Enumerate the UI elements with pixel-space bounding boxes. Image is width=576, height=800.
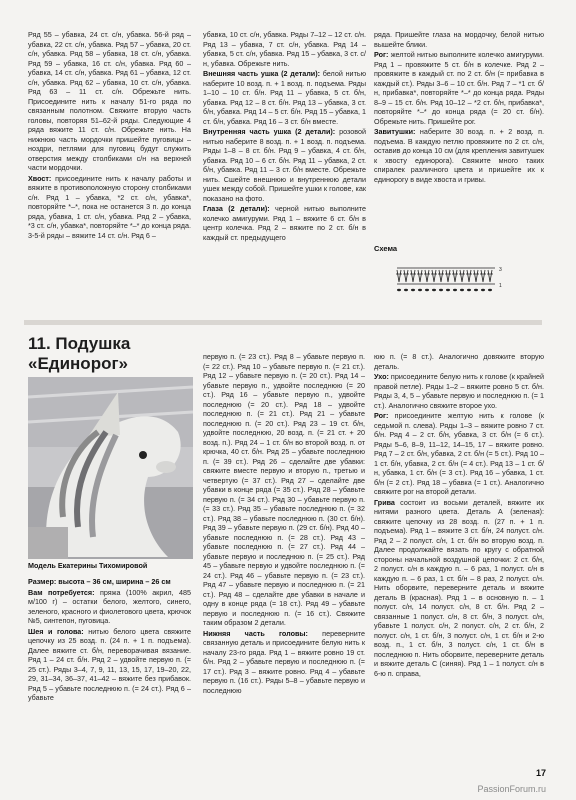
section-title: 11. Подушка «Единорог» <box>28 334 131 373</box>
paragraph <box>203 127 366 203</box>
paragraph <box>203 204 366 242</box>
stitch-symbol <box>424 270 430 282</box>
unicorn-pillow-image <box>28 377 193 559</box>
top-column-3 <box>374 30 544 185</box>
photo-caption: Модель Екатерины Тихомировой <box>28 561 148 570</box>
stitch-symbol <box>417 270 423 282</box>
heading-mane: Грива <box>374 497 395 507</box>
paragraph: ряда. Пришейте глаза на мордочку, белой нитью вышейте блики. <box>374 30 544 49</box>
paragraph <box>203 69 366 126</box>
stitch-symbol <box>466 270 472 282</box>
chain-symbol <box>481 289 485 291</box>
paragraph <box>374 498 544 679</box>
chain-symbol <box>439 289 443 291</box>
paragraph-text: присоедините белую нить к голове (к крайней правой петле). Ряды 1–2 – вяжите ровно 5 ст. б/н. Ряды 3, 4, 5 – убавьте первую и последнюю п. (= 1 ст.). Аналогично свяжите второе ухо. <box>374 372 544 410</box>
paragraph-text: переверните связанную деталь и присоедините белую нить к началу 23-го ряда. Ряд 1 – вяжите ровно 19 ст. б/н. Ряд 2 – убавьте первую и последнюю п. (= 17 ст.). Ряд 3 – вяжите ровно. Ряд 4 – убавьте первую п. (16 ст.). Ряды 5–8 – убавьте первую и последнюю <box>203 628 365 695</box>
bottom-column-1 <box>28 577 191 704</box>
paragraph <box>203 629 365 696</box>
paragraph-text: белой нитью наберите 10 возд. п. + 1 возд. п. подъема. Ряды 1–10 – 10 ст. б/н. Ряд 11 – убавка, 5 ст. б/н, убавка. Ряд 12 – 8 ст. б/н. Ряд 13 – убавка, 3 ст. б/н, убавка. Ряд 14 – 5 ст. б/н. Ряд 15 – убавка, 1 ст. б/н, убавка. Ряд 16 – 3 ст. б/н вместе. <box>203 69 366 126</box>
chain-symbol <box>474 289 478 291</box>
paragraph-text: желтой нитью выполните колечко амигуруми. Ряд 1 – провяжите 5 ст. б/н в колечке. Ряд 2 – провяжите в каждый ст. по 2 ст. б/н (= прибавка в каждый ст.). Ряды 3–6 – 10 ст. б/н. Ряд 7 – *1 ст. б/н, прибавка*, повторяйте *–* до конца ряда. Ряды 8–9 – 15 ст. б/н. Ряд 10–12 – *2 ст. б/н, прибавка*, повторяйте *–* до конца ряда (= 20 ст. б/н). Обрежьте нить. Пришейте рог. <box>374 50 544 126</box>
paragraph <box>374 411 544 497</box>
chain-symbol <box>432 289 436 291</box>
stitch-symbol <box>438 270 444 282</box>
paragraph <box>374 372 544 410</box>
paragraph-text: черной нитью выполните колечко амигуруми. Ряд 1 – вяжите 6 ст. б/н в центр колечка. Ряд 2 – вяжите по 2 ст. б/н в каждый ст. предыдущего <box>203 204 366 242</box>
paragraph-text: пряжа (100% акрил, 485 м/100 г) – остатки белого, желтого, синего, зеленого, красного и фиолетового цвета, крючок №5, синтепон, пуговица. <box>28 587 191 625</box>
heading-neck-head: Шея и голова: <box>28 626 84 636</box>
chain-symbol <box>411 289 415 291</box>
paragraph <box>374 127 544 184</box>
paragraph-text: наберите 30 возд. п. + 2 возд. п. подъема. В каждую петлю провяжите по 2 ст. с/н, оставив до конца 10 см (для крепления завитушек к хвосту единорога). Свяжите много таких спиралек различного цвета и пришейте их к единорогу в виде хвоста и гривы. <box>374 127 544 184</box>
chain-symbol <box>425 289 429 291</box>
pillow-photo <box>28 377 193 559</box>
heading-lower-head: Нижняя часть головы: <box>203 628 308 638</box>
paragraph <box>28 588 191 626</box>
stitch-symbol <box>480 270 486 282</box>
heading-materials: Вам потребуется: <box>28 587 95 597</box>
paragraph: убавка, 10 ст. с/н, убавка. Ряды 7–12 – 12 ст. с/н. Ряд 13 – убавка, 7 ст. с/н, убавка. Ряд 14 – убавка, 5 ст. с/н, убавка. Ряд 15 – убавка, 3 ст. с/н, убавка. Обрежьте нить. <box>203 30 366 68</box>
chain-symbol <box>488 289 492 291</box>
paragraph-text: нитью белого цвета свяжите цепочку из 25 возд. п. (24 п. + 1 п. подъема). Далее вяжите ст. б/н, переворачивая вязание. Ряд 1 – 24 ст. б/н. Ряд 2 – удвойте первую п. (= 25 ст.). Ряды 3–4, 7, 9, 11, 13, 15, 17, 19–20, 22, 29, 31–34, 36–37, 41–42 – вяжите без прибавок. Ряд 5 – убавьте последнюю п. (= 24 ст.). Ряд 6 – убавьте <box>28 626 191 702</box>
heading-outer-ear: Внешняя часть ушка (2 детали): <box>203 69 321 78</box>
stitch-symbol <box>452 270 458 282</box>
paragraph-text: присоедините желтую нить к голове (к седьмой п. слева). Ряды 1–3 – вяжите ровно 7 ст. б/н. Ряд 4 – 2 ст. б/н, убавка, 3 ст. б/н (= 6 ст.). Ряды 5–6, 8–9, 11–12, 14–15, 17 – вяжите ровно. Ряд 7 – 2 ст. б/н, убавка, 2 ст. б/н (= 5 ст.). Ряд 10 – 1 ст. б/н, убавка, 2 ст. б/н (= 4 ст.). Ряд 13 – 1 ст. б/н, убавка, 1 ст. б/н (= 3 ст.). Ряд 16 – убавка, 1 ст. б/н (= 2 ст.). Ряд 18 – убавка (= 1 ст.). Аналогично свяжите рог на второй детали. <box>374 411 544 496</box>
heading-curls: Завитушки: <box>374 127 416 136</box>
section-divider <box>24 320 542 325</box>
heading-tail: Хвост: <box>28 173 52 183</box>
paragraph <box>374 50 544 126</box>
paragraph <box>28 577 191 587</box>
stitch-symbol <box>396 270 402 282</box>
top-column-2 <box>203 30 366 243</box>
heading-size: Размер: высота – 36 см, ширина – 26 см <box>28 577 171 586</box>
paragraph: первую п. (= 23 ст.). Ряд 8 – убавьте первую п. (= 22 ст.). Ряд 10 – убавьте первую п. (= 21 ст.). Ряд 12 – убавьте первую п. (= 20 ст.). Ряд 14 – убавьте первую п., удвойте последнюю (= 20 ст.). Ряд 16 – убавьте первую п., удвойте последнюю (= 20 ст.). Ряд 18 – удвойте последнюю п. (= 21 ст.). Ряд 21 – убавьте последнюю п. (= 20 ст.). Ряд 23 – 19 ст. б/н, удвойте последнюю, 20 возд. п. (= 21 ст. + 20 возд. п.). Ряд 24 – 1 ст. б/н во второй возд. п. от крючка, 40 ст. б/н. Ряд 25 – убавьте последнюю п. (= 39 ст.). Ряд 26 – сделайте две убавки: свяжите вместе первую и вторую п., третью и четвертую (= 37 ст.). Ряд 27 – сделайте две убавки в конце ряда (= 35 ст.). Ряд 28 – убавьте первую п. (= 34 ст.). Ряд 30 – убавьте первую п. (= 33 ст.). Ряд 35 – убавьте последнюю п. (= 32 ст.). Ряд 38 – убавьте последнюю п. (30 ст. б/н). Ряд 39 – убавьте первую п. (29 ст. б/н). Ряд 40 – убавьте последнюю п. (= 28 ст.). Ряд 43 – убавьте последнюю п. (= 27 ст.). Ряд 44 – убавьте первую и последнюю п. (= 25 ст.). Ряд 45 – убавьте первую и удвойте последнюю п. (= 24 ст.). Ряд 46 – убавьте первую п. (= 23 ст.). Ряд 47 – убавьте первую и последнюю п. (= 21 ст.). Ряд 48 – сделайте две убавки в начале и одну в конце ряда (= 18 ст.). Ряд 49 – убавьте первую и последнюю п. (= 16 ст.). Свяжите таким образом 2 детали. <box>203 352 365 627</box>
heading-ear: Ухо: <box>374 372 389 381</box>
page-number: 17 <box>535 768 546 778</box>
top-column-1 <box>28 30 191 241</box>
site-watermark: PassionForum.ru <box>477 784 546 794</box>
stitch-symbol <box>403 270 409 282</box>
chain-symbol <box>453 289 457 291</box>
paragraph <box>28 627 191 703</box>
bottom-column-3 <box>374 352 544 679</box>
paragraph: Ряд 55 – убавка, 24 ст. с/н, убавка. 56-й ряд – убавка, 22 ст. с/н, убавка. Ряд 57 – убавка, 20 ст. с/н, убавка. Ряд 58 – убавка, 18 ст. с/н, убавка. Ряд 59 – убавка, 16 ст. с/н, убавка. Ряд 60 – убавка, 14 ст. с/н, убавка. Ряд 61 – убавка, 12 ст. с/н, убавка. Ряд 62 – убавка, 10 ст. с/н, убавка. Ряд 63 – 11 ст. с/н. Обрежьте нить. Присоедините нить к началу 51-го ряда по связанным полотном. Свяжите вторую часть головы, повторяя 51–62-й ряды. Следующие 4 ряда вяжите 11 ст. с/н. Обрежьте нить. На нижнюю часть мордочки пришейте пуговицы – ноздри, петлями для пуговиц будут служить отверстия между столбиками с/н на верхней части мордочки. <box>28 30 191 172</box>
chain-symbol <box>467 289 471 291</box>
paragraph-text: розовой нитью наберите 8 возд. п. + 1 возд. п. подъема. Ряды 1–8 – 8 ст. б/н. Ряд 9 – убавка, 4 ст. б/н, убавка. Ряд 10 – 6 ст. б/н. Ряд 11 – убавка, 2 ст. б/н, убавка. Ряд 11 – 3 ст. б/н вместе. Обрежьте нить. Сшейте внешнюю и внутреннюю детали ушек между собой. Пришейте ушки к голове, как показано на фото. <box>203 127 367 203</box>
stitch-symbol <box>445 270 451 282</box>
stitch-symbol <box>431 270 437 282</box>
heading-horn: Рог: <box>374 50 389 59</box>
paragraph-text: состоит из восьми деталей, вяжите их нитями разного цвета. Деталь А (зеленая): свяжите цепочку из 28 возд. п. (27 п. + 1 п. подъема). Ряд 1 – вяжите 3 ст. б/н, 24 полуст. с/н. Ряд 2 – 2 полуст. с/н, 1 ст. б/н во вторую возд. п. Далее продолжайте вязать по кругу с обратной стороны начальной воздушной цепочки: 2 ст. б/н, 2 полуст. с/н в каждую п. – 6 раз, 1 полуст. с/н в каждую п. – 6 раз, 1 ст. б/н – 8 раз, 2 полуст. с/н. Нить оборвите, переверните деталь и вяжите деталь В (красная). Ряд 1 – в основную п. – 1 полуст. с/н, 14 полуст. с/н, 8 ст. б/н. Ряд 2 – связанные 1 полуст. с/н, 8 ст. б/н, 3 полуст. с/н, убавьте 1 полуст. с/н, 2 полуст. с/н, 2 ст. б/н, 2 полуст. с/н, 1 ст. б/н, 3 полуст. с/н, 1 ст. б/н и 2-ю возд. п., 1 ст. б/н, 3 полуст. с/н, 1 ст. б/н в последнюю п. Нить оборвите, переверните деталь и вяжите деталь С (синяя). Ряд 1 – 1 полуст. с/н в 6-ю п. справа, <box>374 497 544 678</box>
svg-text:1: 1 <box>499 283 502 289</box>
paragraph: юю п. (= 8 ст.). Аналогично довяжите вторую деталь. <box>374 352 544 371</box>
stitch-symbol <box>487 270 493 282</box>
crochet-schema-diagram <box>395 254 505 298</box>
paragraph <box>28 174 191 241</box>
paragraph-text: присоедините нить к началу работы и вяжите в противоположную сторону столбиками с/н. Ряд 1 – убавка, *2 ст. с/н, убавка*, повторяйте *–*, пока не останется 3 п. до конца ряда, убавка, 1 ст. с/н, убавка. Ряд 2 – убавка, *3 ст. с/н, убавка*, повторяйте *–* до конца ряда. 3-5-й ряды – вяжите 14 ст. с/н. Ряд 6 – <box>28 173 191 240</box>
bottom-column-2 <box>203 352 365 696</box>
schema-label: Схема <box>374 244 398 253</box>
chain-symbol <box>418 289 422 291</box>
stitch-symbol <box>459 270 465 282</box>
heading-inner-ear: Внутренняя часть ушка (2 детали): <box>203 127 336 136</box>
chain-symbol <box>404 289 408 291</box>
stitch-symbol <box>410 270 416 282</box>
svg-text:3: 3 <box>499 267 502 273</box>
chain-symbol <box>446 289 450 291</box>
heading-horn-2: Рог: <box>374 411 389 420</box>
chain-symbol <box>460 289 464 291</box>
heading-eyes: Глаза (2 детали): <box>203 204 270 213</box>
stitch-symbol <box>473 270 479 282</box>
chain-symbol <box>397 289 401 291</box>
